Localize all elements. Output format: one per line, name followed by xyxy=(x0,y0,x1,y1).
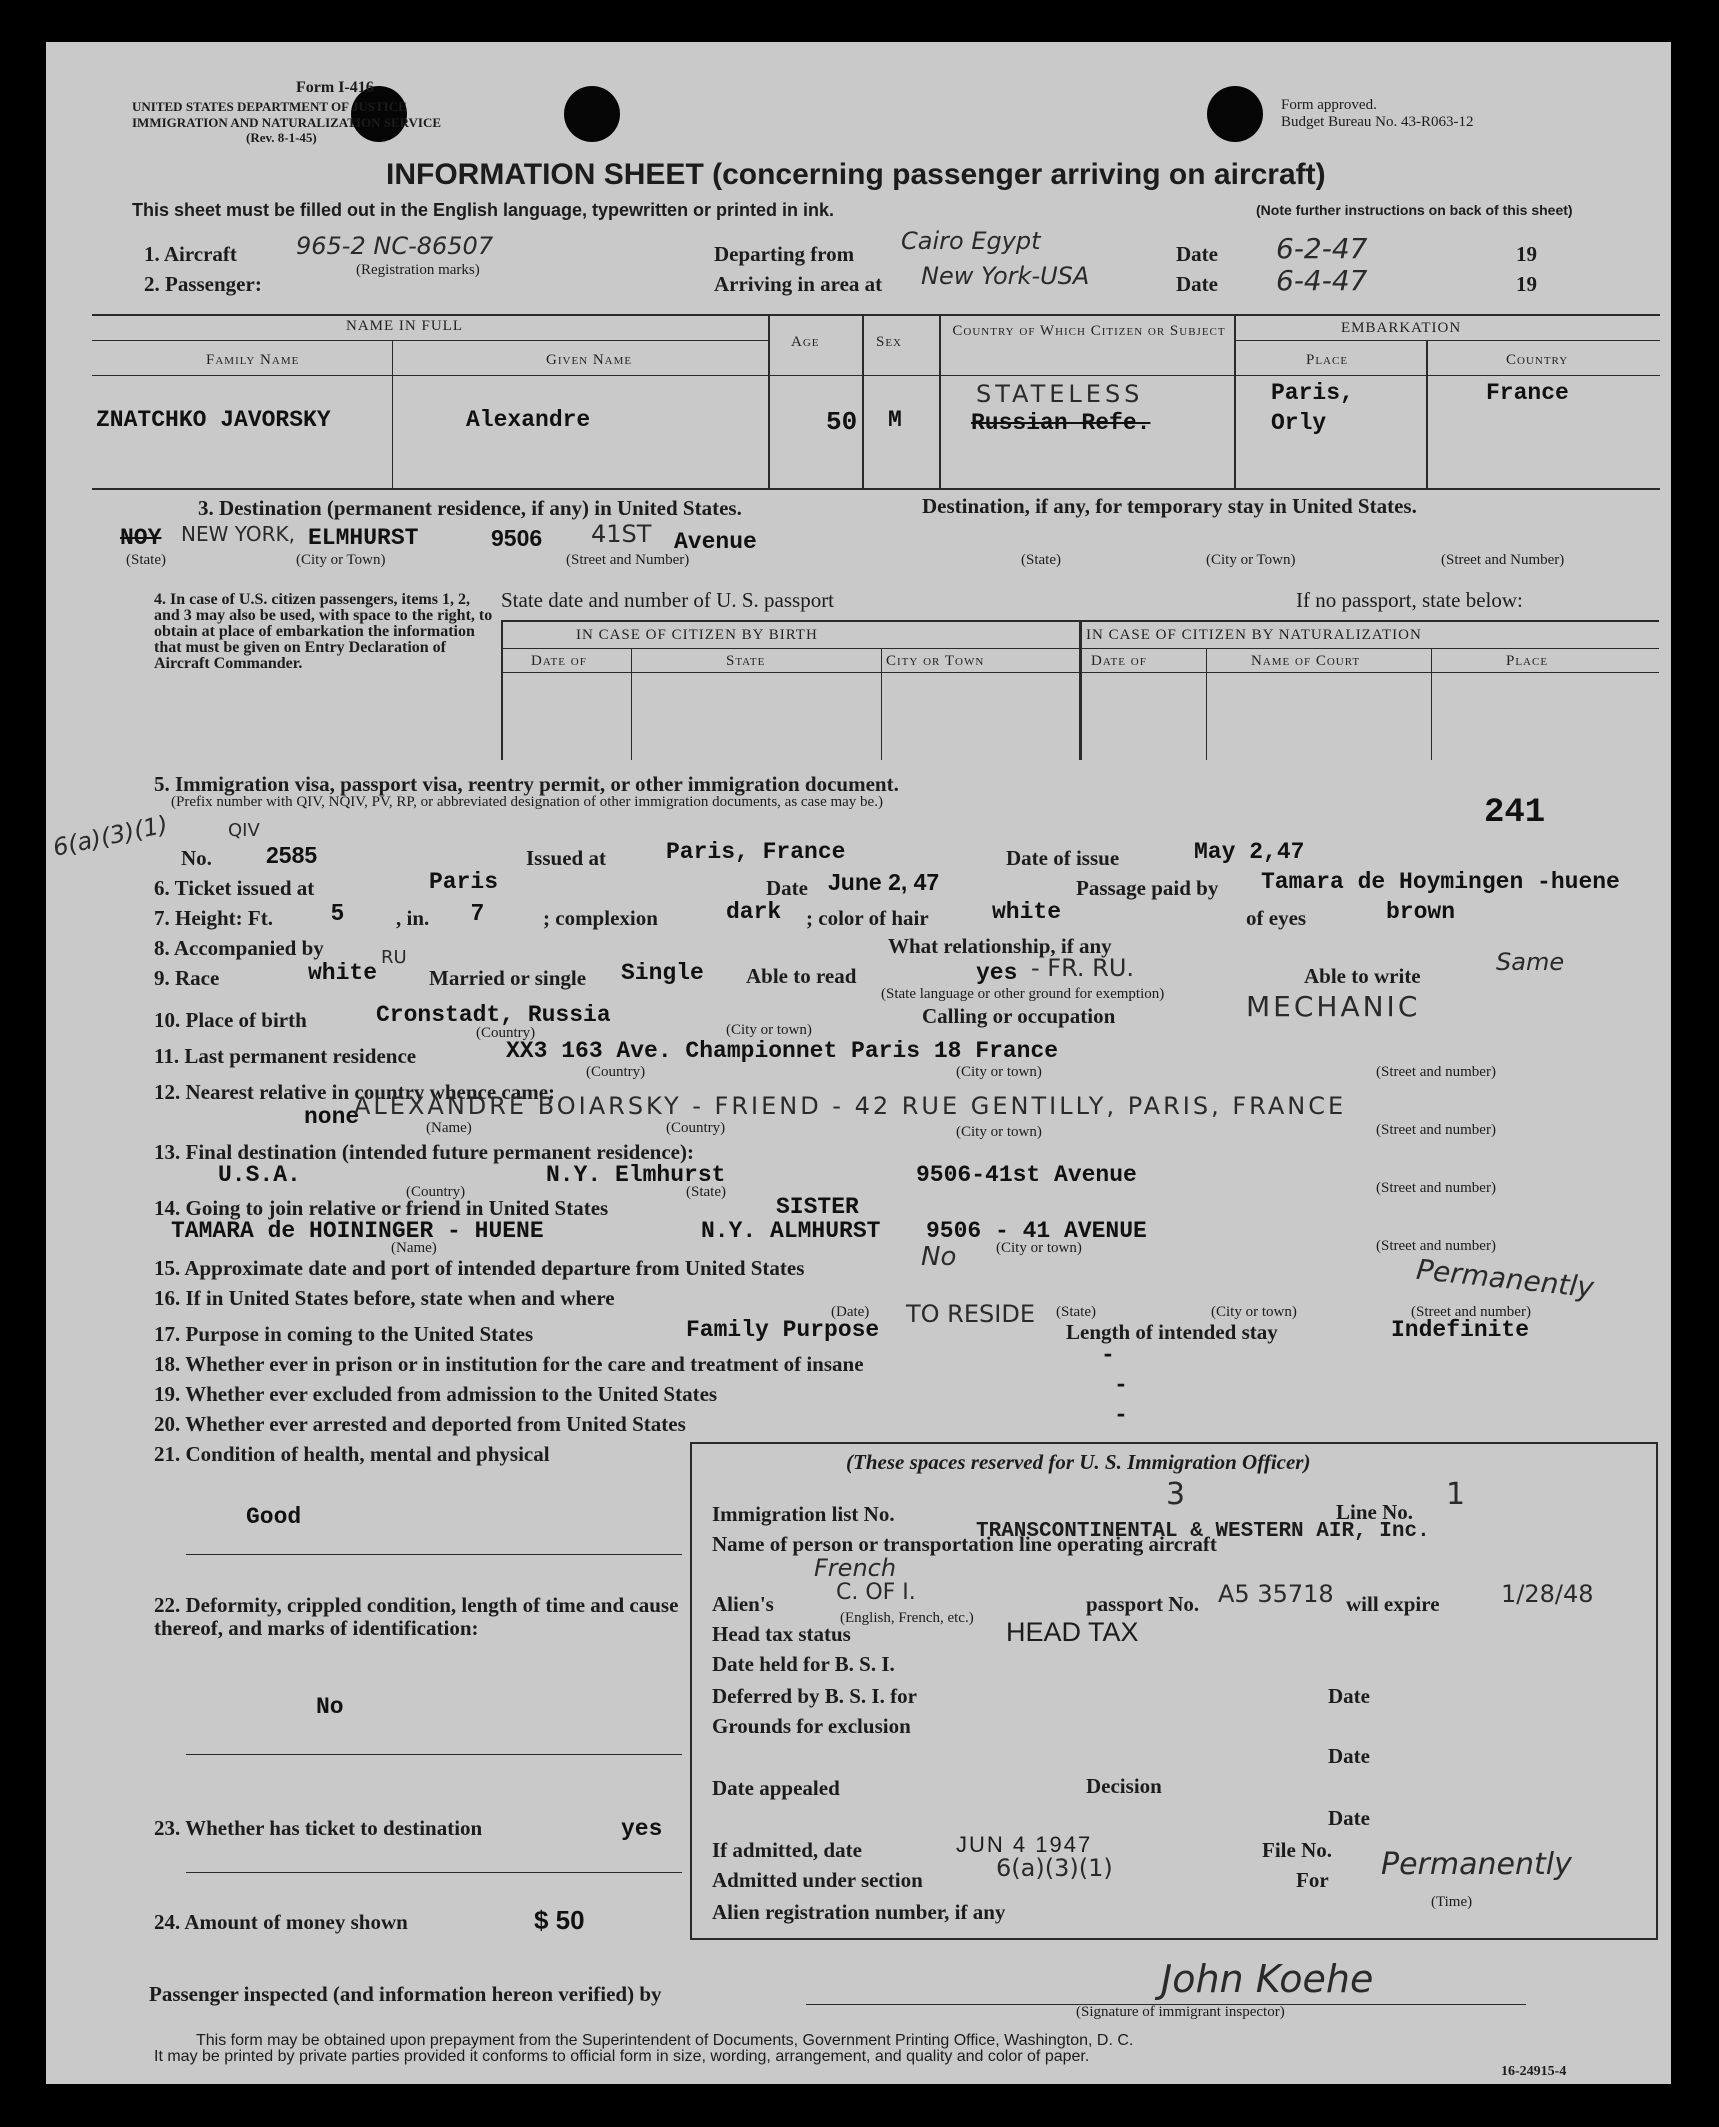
sex-header: Sex xyxy=(876,334,903,350)
embark-country: France xyxy=(1486,380,1569,406)
departing-label: Departing from xyxy=(714,242,855,266)
form-approved: Form approved. xyxy=(1281,97,1377,113)
date2-label: Date xyxy=(1176,272,1218,296)
date2-value: 6-4-47 xyxy=(1276,264,1368,297)
read-cap: (State language or other ground for exemption) xyxy=(881,986,1165,1002)
race-hand: RU xyxy=(381,947,407,968)
appealed-label: Date appealed xyxy=(712,1776,840,1800)
health-line xyxy=(186,1554,682,1555)
relationship-label: What relationship, if any xyxy=(888,934,1112,958)
service: IMMIGRATION AND NATURALIZATION SERVICE xyxy=(132,115,442,130)
year1-label: 19 xyxy=(1516,242,1537,266)
admitted-label: If admitted, date xyxy=(712,1838,862,1862)
item5-label: 5. Immigration visa, passport visa, reentry permit, or other immigration document. xyxy=(154,772,899,796)
item3-label: 3. Destination (permanent residence, if any) in United States. xyxy=(198,496,742,520)
ticket-date: June 2, 47 xyxy=(828,869,940,895)
citizen: Russian Refe. xyxy=(971,410,1151,436)
form-number: Form I-416 xyxy=(296,79,374,96)
embark-place: Paris, xyxy=(1271,380,1354,406)
appealed-date-label: Date xyxy=(1328,1806,1370,1830)
birth-cap-country: (Country) xyxy=(476,1025,536,1041)
signature-cap: (Signature of immigrant inspector) xyxy=(1076,2004,1285,2020)
arriving-value: New York-USA xyxy=(921,262,1090,290)
revision: (Rev. 8-1-45) xyxy=(246,130,317,145)
res-cap-street: (Street and number) xyxy=(1376,1064,1496,1080)
item7-label: 7. Height: Ft. xyxy=(154,906,273,930)
complexion: dark xyxy=(726,899,782,925)
rel-cap-name: (Name) xyxy=(426,1120,472,1136)
for-value: Permanently xyxy=(1381,1847,1572,1882)
ticket-date-label: Date xyxy=(766,876,808,900)
issued-at-value: Paris, France xyxy=(666,839,846,865)
health: Good xyxy=(246,1504,302,1530)
item8-label: 8. Accompanied by xyxy=(154,936,324,960)
expire-value: 1/28/48 xyxy=(1501,1580,1594,1608)
ticket-line xyxy=(186,1872,682,1873)
grounds-date-label: Date xyxy=(1328,1744,1370,1768)
col-date-nat: Date of xyxy=(1091,653,1147,669)
line-value: 1 xyxy=(1446,1477,1466,1512)
budget-number: Budget Bureau No. 43-R063-12 xyxy=(1281,114,1474,130)
item10-label: 10. Place of birth xyxy=(154,1008,307,1032)
table-divider xyxy=(92,375,1660,376)
cap-city-r: (City or Town) xyxy=(1206,552,1296,568)
item16-hand: No xyxy=(921,1242,957,1272)
hair-label: ; color of hair xyxy=(806,906,929,930)
item20-label: 20. Whether ever arrested and deported from United States xyxy=(154,1412,686,1436)
deformity-line xyxy=(186,1754,682,1755)
expire-label: will expire xyxy=(1346,1592,1440,1616)
item12-label: 12. Nearest relative in country whence came: xyxy=(154,1080,556,1104)
punch-hole-right xyxy=(1207,86,1263,142)
sub-table-rule xyxy=(881,648,882,760)
read: yes xyxy=(976,960,1018,986)
passenger-label: 2. Passenger: xyxy=(144,272,262,296)
join-street: 9506 - 41 AVENUE xyxy=(926,1218,1147,1244)
table-bottom-rule xyxy=(92,488,1660,490)
last-residence: XX3 163 Ave. Championnet Paris 18 France xyxy=(506,1038,1059,1064)
time-cap: (Time) xyxy=(1431,1894,1473,1910)
birth-cap-city: (City or town) xyxy=(726,1022,812,1038)
final-cap-state: (State) xyxy=(686,1184,726,1200)
list-label: Immigration list No. xyxy=(712,1502,895,1526)
relative-hand: ALEXANDRE BOIARSKY - FRIEND - 42 RUE GENTILLY, PARIS, FRANCE xyxy=(354,1092,1347,1120)
ticket-place: Paris xyxy=(429,869,499,895)
cap-state-r: (State) xyxy=(1021,552,1061,568)
item15-label: 15. Approximate date and port of intended departure from United States xyxy=(154,1256,805,1280)
age: 50 xyxy=(826,407,858,437)
cap-street: (Street and Number) xyxy=(566,552,690,568)
item18-value: - xyxy=(1101,1342,1115,1368)
when-cap-date: (Date) xyxy=(831,1304,870,1320)
embarkation-header: EMBARKATION xyxy=(1341,320,1462,336)
item5-no-value: 2585 xyxy=(266,842,318,868)
departing-value: Cairo Egypt xyxy=(901,227,1041,255)
when-cap-city: (City or town) xyxy=(1211,1304,1297,1320)
read-label: Able to read xyxy=(746,964,857,988)
passport-label: State date and number of U. S. passport xyxy=(501,588,835,612)
given-header: Given Name xyxy=(546,352,633,368)
deferred-label: Deferred by B. S. I. for xyxy=(712,1684,917,1708)
table-top-rule xyxy=(92,314,1660,316)
join-cap-street: (Street and number) xyxy=(1376,1238,1496,1254)
dest-city-hand: NEW YORK, xyxy=(181,522,295,546)
item24-label: 24. Amount of money shown xyxy=(154,1910,408,1934)
alien-label: Alien's xyxy=(712,1592,774,1616)
registration-label: Alien registration number, if any xyxy=(712,1900,1006,1924)
item13-label: 13. Final destination (intended future permanent residence): xyxy=(154,1140,694,1164)
item21-label: 21. Condition of health, mental and physical xyxy=(154,1442,550,1466)
purpose-hand: TO RESIDE xyxy=(906,1300,1035,1328)
eyes: brown xyxy=(1386,899,1456,925)
lang-cap: (English, French, etc.) xyxy=(840,1610,974,1626)
final-street: 9506-41st Avenue xyxy=(916,1162,1137,1188)
sub-table-rule xyxy=(1431,648,1432,760)
write-label: Able to write xyxy=(1304,964,1421,988)
date1-value: 6-2-47 xyxy=(1276,232,1368,265)
section-label: Admitted under section xyxy=(712,1868,923,1892)
dest-number: 9506 xyxy=(491,525,543,551)
item19-value: - xyxy=(1114,1372,1128,1398)
embark-place-2: Orly xyxy=(1271,410,1327,436)
length: Indefinite xyxy=(1391,1317,1530,1343)
dest-state: NOY xyxy=(120,525,162,551)
height-in: 7 xyxy=(471,899,484,925)
res-cap-country: (Country) xyxy=(586,1064,646,1080)
name-header: NAME IN FULL xyxy=(346,318,463,334)
item18-label: 18. Whether ever in prison or in institution for the care and treatment of insane xyxy=(154,1352,864,1376)
punch-hole-center xyxy=(564,86,620,142)
paid-label: Passage paid by xyxy=(1076,876,1219,900)
line-label: Line No. xyxy=(1336,1500,1414,1524)
when-cap-state: (State) xyxy=(1056,1304,1096,1320)
deformity: No xyxy=(316,1694,344,1720)
family-header: Family Name xyxy=(206,352,300,368)
paid-value: Tamara de Hoymingen -huene xyxy=(1261,869,1620,895)
relative-none: none xyxy=(304,1104,360,1130)
instruction: This sheet must be filled out in the English language, typewritten or printed in ink. xyxy=(132,200,835,220)
table-divider xyxy=(768,314,770,490)
nat-header: IN CASE OF CITIZEN BY NATURALIZATION xyxy=(1086,627,1422,643)
birthplace: Cronstadt, Russia xyxy=(376,1002,611,1028)
country-header: Country of Which Citizen or Subject xyxy=(952,323,1226,339)
item5-stamp: 241 xyxy=(1484,794,1546,832)
item5-prefix-hand: QIV xyxy=(228,820,260,841)
join-cap-city: (City or town) xyxy=(996,1240,1082,1256)
height-ft: 5 xyxy=(331,899,344,925)
dest-street-hand: 41ST xyxy=(591,520,652,548)
officer-header: (These spaces reserved for U. S. Immigration Officer) xyxy=(846,1450,1311,1474)
col-date-birth: Date of xyxy=(531,653,587,669)
sub-table-rule xyxy=(1079,620,1082,760)
race: white xyxy=(308,960,378,986)
inspected-label: Passenger inspected (and information hereon verified) by xyxy=(149,1982,662,2006)
cap-city: (City or Town) xyxy=(296,552,386,568)
page-title: INFORMATION SHEET (concerning passenger arriving on aircraft) xyxy=(386,158,1326,191)
passport-no-value: A5 35718 xyxy=(1218,1580,1334,1608)
alien-hand: French xyxy=(814,1554,897,1582)
final-cap-country: (Country) xyxy=(406,1184,466,1200)
grounds-label: Grounds for exclusion xyxy=(712,1714,911,1738)
birth-header: IN CASE OF CITIZEN BY BIRTH xyxy=(576,627,818,643)
table-divider xyxy=(862,314,864,490)
footer-code: 16-24915-4 xyxy=(1501,2064,1567,2079)
col-place: Place xyxy=(1506,653,1549,669)
admitted-value: JUN 4 1947 xyxy=(956,1832,1093,1857)
item19-label: 19. Whether ever excluded from admission to the United States xyxy=(154,1382,718,1406)
table-divider xyxy=(1426,340,1428,490)
table-divider xyxy=(939,314,941,490)
citizen-hand: STATELESS xyxy=(976,380,1144,408)
sex: M xyxy=(888,407,902,433)
age-header: Age xyxy=(791,334,820,350)
item5-sublabel: (Prefix number with QIV, NQIV, PV, RP, or abbreviated designation of other immigration documents, as case may be.) xyxy=(171,794,883,810)
country-col-header: Country xyxy=(1506,352,1569,368)
married: Single xyxy=(621,960,704,986)
item22-label: 22. Deformity, crippled condition, length of time and cause thereof, and marks of identification: xyxy=(154,1593,679,1640)
dest-street: Avenue xyxy=(674,529,757,555)
given-name: Alexandre xyxy=(466,407,591,433)
headtax-label: Head tax status xyxy=(712,1622,851,1646)
item17-label: 17. Purpose in coming to the United States xyxy=(154,1322,534,1346)
calling-hand: MECHANIC xyxy=(1246,990,1421,1023)
note: (Note further instructions on back of this sheet) xyxy=(1256,202,1573,218)
col-court: Name of Court xyxy=(1251,653,1361,669)
read-hand: - FR. RU. xyxy=(1031,954,1135,982)
rel-cap-street: (Street and number) xyxy=(1376,1122,1496,1138)
married-label: Married or single xyxy=(429,966,587,990)
passport-no-label: passport No. xyxy=(1086,1592,1200,1616)
no-passport-label: If no passport, state below: xyxy=(1296,588,1523,612)
table-divider xyxy=(92,340,768,341)
col-city: City or Town xyxy=(886,653,985,669)
for-label: For xyxy=(1296,1868,1329,1892)
footer-line1: This form may be obtained upon prepayment from the Superintendent of Documents, Government Printing Office, Washington, D. C. xyxy=(196,2032,1134,2049)
item3-label-right: Destination, if any, for temporary stay in United States. xyxy=(922,494,1417,518)
item20-value: - xyxy=(1114,1402,1128,1428)
sub-table-rule xyxy=(501,620,503,760)
item16-label: 16. If in United States before, state when and where xyxy=(154,1286,615,1310)
agency: UNITED STATES DEPARTMENT OF JUSTICE xyxy=(132,99,407,114)
complexion-label: ; complexion xyxy=(543,906,658,930)
footer-line2: It may be printed by private parties provided it conforms to official form in size, wording, arrangement, and quality and color of paper. xyxy=(154,2048,1090,2065)
year2-label: 19 xyxy=(1516,272,1537,296)
cap-street-r: (Street and Number) xyxy=(1441,552,1565,568)
join-name: TAMARA de HOININGER - HUENE xyxy=(171,1218,544,1244)
calling-label: Calling or occupation xyxy=(922,1004,1116,1028)
place-header: Place xyxy=(1306,352,1349,368)
inspector-signature: John Koehe xyxy=(1161,1957,1374,2001)
join-relation: SISTER xyxy=(776,1194,859,1220)
item5-no-label: No. xyxy=(181,846,212,870)
decision-label: Decision xyxy=(1086,1774,1162,1798)
hair: white xyxy=(992,899,1062,925)
rel-cap-city: (City or town) xyxy=(956,1124,1042,1140)
arriving-label: Arriving in area at xyxy=(714,272,883,296)
aircraft-label: 1. Aircraft xyxy=(144,242,237,266)
final-country: U.S.A. xyxy=(218,1162,301,1188)
purpose: Family Purpose xyxy=(686,1317,880,1343)
operator-label: Name of person or transportation line operating aircraft xyxy=(712,1532,1217,1556)
ticket-dest: yes xyxy=(621,1816,663,1842)
sub-table-rule xyxy=(1206,648,1207,760)
join-state: N.Y. ALMHURST xyxy=(701,1218,881,1244)
list-value: 3 xyxy=(1166,1477,1186,1512)
item9-label: 9. Race xyxy=(154,966,220,990)
aircraft-caption: (Registration marks) xyxy=(356,262,480,278)
item5-margin-hand: 6(a)(3)(1) xyxy=(50,810,171,862)
deferred-date-label: Date xyxy=(1328,1684,1370,1708)
res-cap-city: (City or town) xyxy=(956,1064,1042,1080)
bsi-label: Date held for B. S. I. xyxy=(712,1652,895,1676)
eyes-label: of eyes xyxy=(1246,906,1307,930)
aircraft-value: 965-2 NC-86507 xyxy=(296,232,494,260)
join-cap-name: (Name) xyxy=(391,1240,437,1256)
date-issue-label: Date of issue xyxy=(1006,846,1120,870)
final-cap-street: (Street and number) xyxy=(1376,1180,1496,1196)
money: $ 50 xyxy=(534,1905,585,1935)
operator-value: TRANSCONTINENTAL & WESTERN AIR, Inc. xyxy=(976,1520,1430,1543)
issued-at-label: Issued at xyxy=(526,846,606,870)
item23-label: 23. Whether has ticket to destination xyxy=(154,1816,483,1840)
sub-table-rule xyxy=(631,648,632,760)
file-label: File No. xyxy=(1262,1838,1332,1862)
alien-hand-2: C. OF I. xyxy=(836,1580,916,1605)
when-cap-street: (Street and number) xyxy=(1411,1304,1531,1320)
final-state: N.Y. Elmhurst xyxy=(546,1162,726,1188)
family-name: ZNATCHKO JAVORSKY xyxy=(96,407,331,433)
item16-hand2: Permanently xyxy=(1414,1252,1596,1305)
dest-city: ELMHURST xyxy=(308,525,419,551)
item4-text: 4. In case of U.S. citizen passengers, items 1, 2, and 3 may also be used, with space to the right, to obtain at place of embarkation the information that must be given on Entry Declaration of Aircraft Commander. xyxy=(154,591,493,672)
form-sheet xyxy=(46,42,1671,2084)
item11-label: 11. Last permanent residence xyxy=(154,1044,417,1068)
table-divider xyxy=(1234,340,1660,341)
section-value: 6(a)(3)(1) xyxy=(996,1854,1113,1882)
height-in-label: , in. xyxy=(396,906,430,930)
cap-state: (State) xyxy=(126,552,166,568)
date-issue-value: May 2,47 xyxy=(1194,839,1305,865)
headtax-value: HEAD TAX xyxy=(1006,1617,1139,1647)
write-hand: Same xyxy=(1496,948,1565,976)
length-label: Length of intended stay xyxy=(1066,1320,1278,1344)
item14-label: 14. Going to join relative or friend in United States xyxy=(154,1196,609,1220)
date1-label: Date xyxy=(1176,242,1218,266)
table-divider xyxy=(392,340,393,490)
col-state: State xyxy=(726,653,766,669)
rel-cap-country: (Country) xyxy=(666,1120,726,1136)
item6-label: 6. Ticket issued at xyxy=(154,876,315,900)
